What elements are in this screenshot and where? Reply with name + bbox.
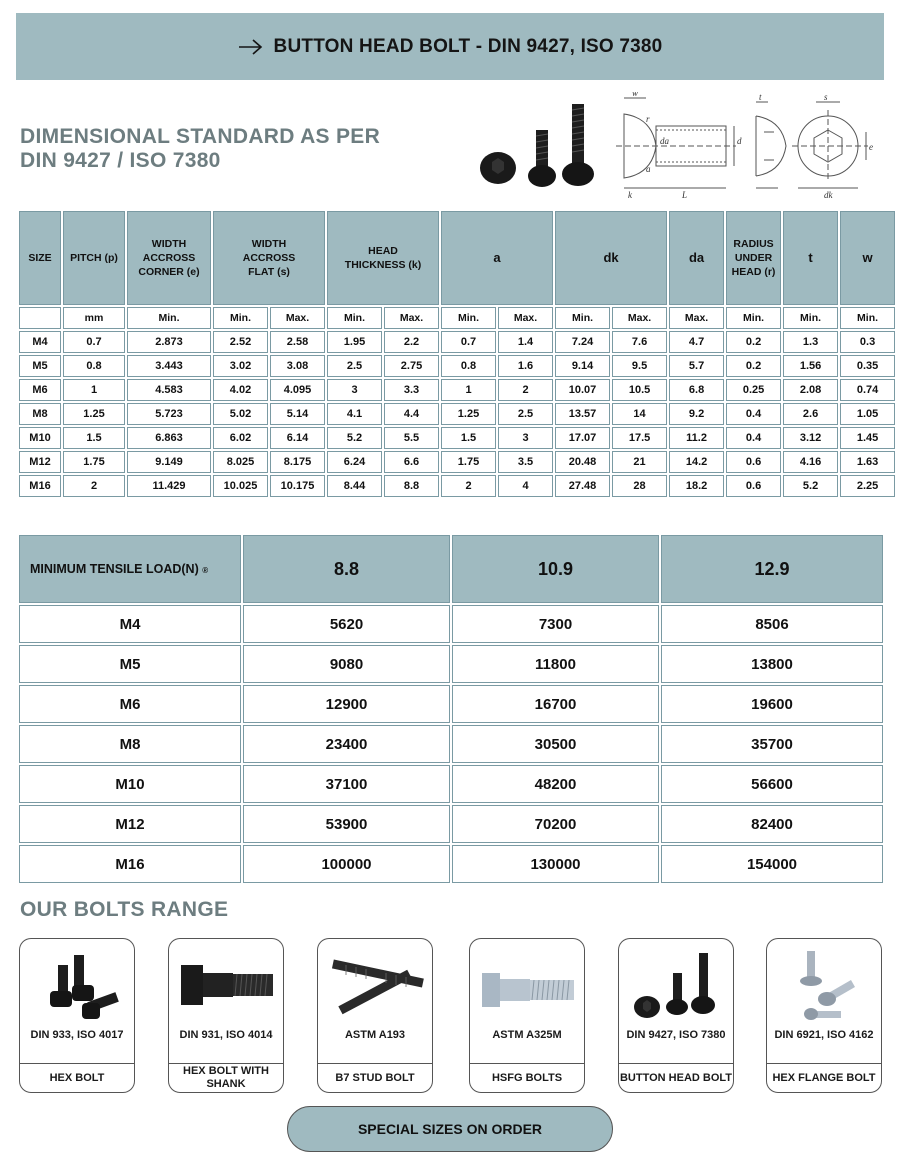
value-cell: 27.48 xyxy=(555,475,610,497)
value-cell: 0.7 xyxy=(441,331,496,353)
size-cell: M4 xyxy=(19,605,241,643)
value-cell: 2.5 xyxy=(498,403,553,425)
value-cell: 1.6 xyxy=(498,355,553,377)
drawing-label-dk: dk xyxy=(824,190,833,200)
value-cell: 10.025 xyxy=(213,475,268,497)
unit-cell: Min. xyxy=(726,307,781,329)
drawing-label-w: w xyxy=(632,92,639,98)
value-cell: 8.175 xyxy=(270,451,325,473)
header-size: SIZE xyxy=(19,211,61,305)
header-head-line1: HEAD xyxy=(368,245,398,257)
range-card-name: HEX BOLT WITH SHANK xyxy=(168,1063,284,1093)
grade-12-9: 12.9 xyxy=(661,535,883,603)
range-card-standard: DIN 9427, ISO 7380 xyxy=(626,1029,726,1041)
header-radius-line3: HEAD (r) xyxy=(731,266,776,278)
value-cell: 9.149 xyxy=(127,451,211,473)
table-row xyxy=(19,451,895,473)
value-cell: 6.8 xyxy=(669,379,724,401)
table-row xyxy=(19,475,895,497)
tensile-label xyxy=(19,535,241,603)
range-card-name: HSFG BOLTS xyxy=(469,1063,585,1093)
value-cell: 8.025 xyxy=(213,451,268,473)
unit-cell: Min. xyxy=(840,307,895,329)
value-cell: 5.5 xyxy=(384,427,439,449)
value-cell: 11.2 xyxy=(669,427,724,449)
header-dk: dk xyxy=(555,211,667,305)
value-cell: 2.873 xyxy=(127,331,211,353)
size-cell: M6 xyxy=(19,685,241,723)
hsfg-bolt-icon xyxy=(478,947,578,1027)
table-row xyxy=(19,403,895,425)
range-card-top xyxy=(19,938,135,1063)
value-cell: 1.3 xyxy=(783,331,838,353)
value-cell: 1.05 xyxy=(840,403,895,425)
value-cell: 0.6 xyxy=(726,475,781,497)
value-cell: 4.16 xyxy=(783,451,838,473)
drawing-label-d: d xyxy=(737,136,742,146)
load-cell: 30500 xyxy=(452,725,659,763)
range-card-standard: DIN 933, ISO 4017 xyxy=(30,1029,124,1041)
value-cell: 6.6 xyxy=(384,451,439,473)
size-cell: M12 xyxy=(19,805,241,843)
value-cell: 5.2 xyxy=(327,427,382,449)
value-cell: 3.02 xyxy=(213,355,268,377)
table-row xyxy=(19,765,883,803)
range-card-top xyxy=(168,938,284,1063)
value-cell: 1.25 xyxy=(63,403,125,425)
hex-bolt-shank-icon xyxy=(177,947,277,1027)
load-cell: 37100 xyxy=(243,765,450,803)
header-t: t xyxy=(783,211,838,305)
load-cell: 56600 xyxy=(661,765,883,803)
drawing-label-da: da xyxy=(660,136,669,146)
range-card-top xyxy=(766,938,882,1063)
value-cell: 5.2 xyxy=(783,475,838,497)
drawing-label-e: e xyxy=(869,142,873,152)
value-cell: 4.4 xyxy=(384,403,439,425)
value-cell: 18.2 xyxy=(669,475,724,497)
value-cell: 2.58 xyxy=(270,331,325,353)
load-cell: 13800 xyxy=(661,645,883,683)
value-cell: 2.08 xyxy=(783,379,838,401)
unit-cell: Min. xyxy=(441,307,496,329)
unit-cell: Max. xyxy=(384,307,439,329)
tensile-label-text: MINIMUM TENSILE LOAD(N) xyxy=(30,562,199,576)
range-card-hex-bolt-with-shank[interactable] xyxy=(168,938,284,1093)
load-cell: 48200 xyxy=(452,765,659,803)
button-head-bolt-photo xyxy=(476,98,616,194)
technical-drawing xyxy=(616,92,886,200)
load-cell: 7300 xyxy=(452,605,659,643)
size-cell: M5 xyxy=(19,355,61,377)
value-cell: 2 xyxy=(498,379,553,401)
drawing-label-L: L xyxy=(682,190,688,200)
value-cell: 3.443 xyxy=(127,355,211,377)
value-cell: 1 xyxy=(63,379,125,401)
value-cell: 21 xyxy=(612,451,667,473)
load-cell: 35700 xyxy=(661,725,883,763)
value-cell: 13.57 xyxy=(555,403,610,425)
table-row xyxy=(19,645,883,683)
range-card-name: HEX FLANGE BOLT xyxy=(766,1063,882,1093)
standard-title-line2: DIN 9427 / ISO 7380 xyxy=(20,149,221,172)
unit-cell xyxy=(19,307,61,329)
unit-cell: Min. xyxy=(213,307,268,329)
range-card-name: B7 STUD BOLT xyxy=(317,1063,433,1093)
value-cell: 1.75 xyxy=(63,451,125,473)
hex-bolt-icon xyxy=(28,947,128,1027)
range-card-standard: DIN 6921, ISO 4162 xyxy=(774,1029,874,1041)
drawing-label-r: r xyxy=(646,114,650,124)
value-cell: 2.2 xyxy=(384,331,439,353)
load-cell: 82400 xyxy=(661,805,883,843)
header-head-thickness xyxy=(327,211,439,305)
value-cell: 8.44 xyxy=(327,475,382,497)
value-cell: 10.07 xyxy=(555,379,610,401)
value-cell: 5.02 xyxy=(213,403,268,425)
size-cell: M16 xyxy=(19,845,241,883)
load-cell: 154000 xyxy=(661,845,883,883)
stud-bolt-icon xyxy=(326,947,426,1027)
drawing-label-s: s xyxy=(824,92,828,102)
arrow-right-icon xyxy=(238,38,264,56)
size-cell: M8 xyxy=(19,725,241,763)
size-cell: M10 xyxy=(19,427,61,449)
range-card-hsfg-bolts[interactable] xyxy=(469,938,585,1093)
range-card-top xyxy=(618,938,734,1063)
table-row xyxy=(19,427,895,449)
value-cell: 1.75 xyxy=(441,451,496,473)
value-cell: 4 xyxy=(498,475,553,497)
header-a: a xyxy=(441,211,553,305)
load-cell: 19600 xyxy=(661,685,883,723)
grade-8-8: 8.8 xyxy=(243,535,450,603)
dimensions-units-row xyxy=(19,307,895,329)
table-row xyxy=(19,355,895,377)
unit-cell: Max. xyxy=(669,307,724,329)
range-card-button-head-bolt[interactable] xyxy=(618,938,734,1093)
value-cell: 6.24 xyxy=(327,451,382,473)
header-da: da xyxy=(669,211,724,305)
range-card-top xyxy=(469,938,585,1063)
load-cell: 70200 xyxy=(452,805,659,843)
table-row xyxy=(19,725,883,763)
unit-cell: Max. xyxy=(498,307,553,329)
value-cell: 8.8 xyxy=(384,475,439,497)
range-card-hex-bolt[interactable] xyxy=(19,938,135,1093)
size-cell: M10 xyxy=(19,765,241,803)
standard-title xyxy=(20,125,440,173)
header-radius xyxy=(726,211,781,305)
size-cell: M6 xyxy=(19,379,61,401)
page-banner xyxy=(16,13,884,80)
header-radius-line1: RADIUS xyxy=(733,238,774,250)
value-cell: 5.7 xyxy=(669,355,724,377)
value-cell: 5.723 xyxy=(127,403,211,425)
value-cell: 20.48 xyxy=(555,451,610,473)
value-cell: 2.6 xyxy=(783,403,838,425)
value-cell: 6.14 xyxy=(270,427,325,449)
size-cell: M8 xyxy=(19,403,61,425)
value-cell: 0.74 xyxy=(840,379,895,401)
range-card-name: HEX BOLT xyxy=(19,1063,135,1093)
value-cell: 14 xyxy=(612,403,667,425)
value-cell: 0.25 xyxy=(726,379,781,401)
unit-cell: mm xyxy=(63,307,125,329)
header-width-flat xyxy=(213,211,325,305)
header-width-corner-line2: ACCROSS xyxy=(142,252,196,264)
value-cell: 2 xyxy=(63,475,125,497)
range-card-standard: ASTM A325M xyxy=(492,1029,562,1041)
unit-cell: Min. xyxy=(127,307,211,329)
range-card-top xyxy=(317,938,433,1063)
header-width-flat-line3: FLAT (s) xyxy=(248,266,290,278)
load-cell: 130000 xyxy=(452,845,659,883)
value-cell: 0.3 xyxy=(840,331,895,353)
value-cell: 4.1 xyxy=(327,403,382,425)
value-cell: 11.429 xyxy=(127,475,211,497)
dimensions-table xyxy=(17,209,897,499)
value-cell: 0.2 xyxy=(726,355,781,377)
load-cell: 53900 xyxy=(243,805,450,843)
header-w: w xyxy=(840,211,895,305)
button-head-bolt-icon xyxy=(627,947,727,1027)
value-cell: 1 xyxy=(441,379,496,401)
value-cell: 1.56 xyxy=(783,355,838,377)
size-cell: M12 xyxy=(19,451,61,473)
value-cell: 28 xyxy=(612,475,667,497)
banner-title: BUTTON HEAD BOLT - DIN 9427, ISO 7380 xyxy=(273,35,663,57)
load-cell: 9080 xyxy=(243,645,450,683)
value-cell: 1.5 xyxy=(63,427,125,449)
table-row xyxy=(19,845,883,883)
value-cell: 2 xyxy=(441,475,496,497)
value-cell: 2.75 xyxy=(384,355,439,377)
range-title: OUR BOLTS RANGE xyxy=(20,898,229,921)
value-cell: 3.5 xyxy=(498,451,553,473)
value-cell: 2.5 xyxy=(327,355,382,377)
table-row xyxy=(19,331,895,353)
value-cell: 0.7 xyxy=(63,331,125,353)
range-card-b7-stud-bolt[interactable] xyxy=(317,938,433,1093)
value-cell: 4.095 xyxy=(270,379,325,401)
value-cell: 10.5 xyxy=(612,379,667,401)
value-cell: 9.14 xyxy=(555,355,610,377)
value-cell: 7.6 xyxy=(612,331,667,353)
table-row xyxy=(19,805,883,843)
value-cell: 0.8 xyxy=(63,355,125,377)
value-cell: 3.3 xyxy=(384,379,439,401)
table-row xyxy=(19,379,895,401)
value-cell: 4.583 xyxy=(127,379,211,401)
value-cell: 4.7 xyxy=(669,331,724,353)
standard-title-line1: DIMENSIONAL STANDARD AS PER xyxy=(20,125,381,148)
grade-10-9: 10.9 xyxy=(452,535,659,603)
unit-cell: Max. xyxy=(270,307,325,329)
value-cell: 0.2 xyxy=(726,331,781,353)
value-cell: 9.5 xyxy=(612,355,667,377)
value-cell: 14.2 xyxy=(669,451,724,473)
bolts-range-cards xyxy=(19,938,885,1093)
value-cell: 10.175 xyxy=(270,475,325,497)
load-cell: 100000 xyxy=(243,845,450,883)
special-sizes-button[interactable]: SPECIAL SIZES ON ORDER xyxy=(287,1106,613,1152)
load-cell: 12900 xyxy=(243,685,450,723)
value-cell: 3 xyxy=(327,379,382,401)
value-cell: 6.863 xyxy=(127,427,211,449)
header-width-corner-line1: WIDTH xyxy=(151,238,187,250)
value-cell: 1.25 xyxy=(441,403,496,425)
value-cell: 9.2 xyxy=(669,403,724,425)
unit-cell: Max. xyxy=(612,307,667,329)
header-head-line2: THICKNESS (k) xyxy=(344,259,422,271)
size-cell: M16 xyxy=(19,475,61,497)
unit-cell: Min. xyxy=(327,307,382,329)
value-cell: 0.8 xyxy=(441,355,496,377)
load-cell: 11800 xyxy=(452,645,659,683)
header-radius-line2: UNDER xyxy=(734,252,773,264)
value-cell: 2.25 xyxy=(840,475,895,497)
header-width-corner-line3: CORNER (e) xyxy=(138,266,200,278)
value-cell: 17.07 xyxy=(555,427,610,449)
value-cell: 0.35 xyxy=(840,355,895,377)
drawing-label-t: t xyxy=(759,92,762,102)
hex-flange-bolt-icon xyxy=(775,947,875,1027)
range-card-name: BUTTON HEAD BOLT xyxy=(618,1063,734,1093)
header-width-flat-line2: ACCROSS xyxy=(242,252,296,264)
value-cell: 0.4 xyxy=(726,427,781,449)
tensile-header-row xyxy=(19,535,883,603)
size-cell: M4 xyxy=(19,331,61,353)
header-width-flat-line1: WIDTH xyxy=(251,238,287,250)
value-cell: 4.02 xyxy=(213,379,268,401)
value-cell: 3.08 xyxy=(270,355,325,377)
value-cell: 3 xyxy=(498,427,553,449)
value-cell: 1.95 xyxy=(327,331,382,353)
table-row xyxy=(19,685,883,723)
load-cell: 23400 xyxy=(243,725,450,763)
value-cell: 0.6 xyxy=(726,451,781,473)
value-cell: 2.52 xyxy=(213,331,268,353)
value-cell: 1.5 xyxy=(441,427,496,449)
value-cell: 3.12 xyxy=(783,427,838,449)
unit-cell: Min. xyxy=(783,307,838,329)
drawing-label-k: k xyxy=(628,190,632,200)
load-cell: 8506 xyxy=(661,605,883,643)
dimensions-header-row xyxy=(19,211,895,305)
header-width-corner xyxy=(127,211,211,305)
tensile-load-table xyxy=(17,533,885,885)
value-cell: 17.5 xyxy=(612,427,667,449)
tensile-label-mark: ® xyxy=(202,566,209,575)
range-card-standard: DIN 931, ISO 4014 xyxy=(179,1029,273,1041)
value-cell: 6.02 xyxy=(213,427,268,449)
value-cell: 1.4 xyxy=(498,331,553,353)
range-card-standard: ASTM A193 xyxy=(344,1029,406,1041)
value-cell: 0.4 xyxy=(726,403,781,425)
unit-cell: Min. xyxy=(555,307,610,329)
value-cell: 1.63 xyxy=(840,451,895,473)
load-cell: 5620 xyxy=(243,605,450,643)
range-card-hex-flange-bolt[interactable] xyxy=(766,938,882,1093)
header-pitch: PITCH (p) xyxy=(63,211,125,305)
size-cell: M5 xyxy=(19,645,241,683)
value-cell: 7.24 xyxy=(555,331,610,353)
value-cell: 1.45 xyxy=(840,427,895,449)
load-cell: 16700 xyxy=(452,685,659,723)
value-cell: 5.14 xyxy=(270,403,325,425)
drawing-label-a: a xyxy=(646,164,651,174)
table-row xyxy=(19,605,883,643)
